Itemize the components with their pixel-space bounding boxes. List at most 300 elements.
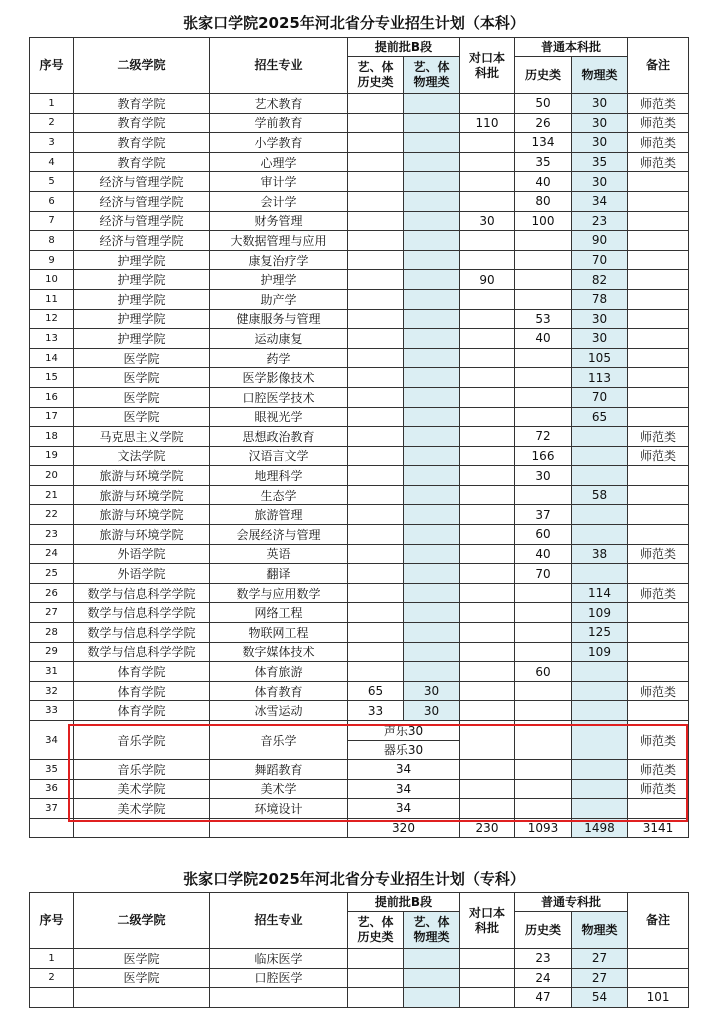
physics-cell: 90 [572, 231, 628, 251]
college-cell: 旅游与环境学院 [74, 466, 210, 486]
physics-cell [572, 427, 628, 447]
seq-cell: 1 [30, 94, 74, 114]
seq-cell: 2 [30, 113, 74, 133]
note-cell [628, 623, 689, 643]
art-physics-cell [404, 348, 460, 368]
history-cell: 72 [515, 427, 572, 447]
table-row [30, 662, 689, 682]
seq-cell: 35 [30, 760, 74, 780]
history-cell: 40 [515, 544, 572, 564]
vocational-cell [460, 191, 515, 211]
note-cell [628, 231, 689, 251]
major-cell: 口腔医学 [210, 968, 348, 988]
art-history-cell [348, 407, 404, 427]
major-cell: 网络工程 [210, 603, 348, 623]
note-cell [628, 949, 689, 969]
seq-cell: 23 [30, 525, 74, 545]
major-cell: 地理科学 [210, 466, 348, 486]
seq-cell: 15 [30, 368, 74, 388]
art-physics-cell [404, 544, 460, 564]
history-cell [515, 485, 572, 505]
seq-cell: 12 [30, 309, 74, 329]
seq-cell [30, 818, 74, 838]
major-cell: 财务管理 [210, 211, 348, 231]
physics-cell [572, 505, 628, 525]
art-physics-cell [404, 446, 460, 466]
history-cell: 35 [515, 152, 572, 172]
college-cell: 美术学院 [74, 799, 210, 819]
note-cell [628, 250, 689, 270]
vocational-cell [460, 544, 515, 564]
physics-cell: 27 [572, 949, 628, 969]
header-seq: 序号 [30, 893, 74, 949]
note-cell [628, 662, 689, 682]
note-cell: 师范类 [628, 760, 689, 780]
vocational-cell [460, 662, 515, 682]
highlight-box [68, 724, 688, 822]
physics-cell: 78 [572, 289, 628, 309]
seq-cell: 19 [30, 446, 74, 466]
header-note: 备注 [628, 893, 689, 949]
art-instrument-cell: 器乐30 [348, 740, 460, 760]
vocational-cell [460, 446, 515, 466]
art-history-cell [348, 623, 404, 643]
art-cell: 34 [348, 779, 460, 799]
table-row [30, 544, 689, 564]
note-cell [628, 270, 689, 290]
table-row [30, 949, 689, 969]
table-row [30, 623, 689, 643]
vocational-cell [460, 94, 515, 114]
table-row [30, 466, 689, 486]
physics-cell: 70 [572, 387, 628, 407]
header-art-history: 艺、体历史类 [348, 57, 404, 94]
college-cell: 旅游与环境学院 [74, 525, 210, 545]
major-cell: 数字媒体技术 [210, 642, 348, 662]
note-cell: 师范类 [628, 427, 689, 447]
seq-cell: 17 [30, 407, 74, 427]
major-cell: 体育教育 [210, 681, 348, 701]
art-history-cell [348, 348, 404, 368]
vocational-cell [460, 250, 515, 270]
major-cell: 心理学 [210, 152, 348, 172]
art-physics-cell [404, 211, 460, 231]
physics-cell [572, 525, 628, 545]
vocational-plan-table [29, 892, 689, 1008]
physics-cell: 30 [572, 309, 628, 329]
college-cell [74, 988, 210, 1008]
total-vocational-cell: 230 [460, 818, 515, 838]
seq-cell: 3 [30, 133, 74, 153]
history-cell [515, 231, 572, 251]
vocational-cell: 110 [460, 113, 515, 133]
vocational-cell [460, 172, 515, 192]
table-row [30, 172, 689, 192]
physics-cell: 82 [572, 270, 628, 290]
table-row [30, 270, 689, 290]
total-physics-cell: 54 [572, 988, 628, 1008]
table-row [30, 387, 689, 407]
vocational-cell [460, 329, 515, 349]
totals-row [30, 988, 689, 1008]
vocational-cell [460, 623, 515, 643]
art-history-cell [348, 505, 404, 525]
seq-cell: 26 [30, 583, 74, 603]
art-history-cell [348, 250, 404, 270]
table-row [30, 309, 689, 329]
seq-cell: 34 [30, 721, 74, 760]
table-row [30, 525, 689, 545]
table-row [30, 329, 689, 349]
major-cell: 思想政治教育 [210, 427, 348, 447]
history-cell [515, 270, 572, 290]
physics-cell: 38 [572, 544, 628, 564]
history-cell [515, 250, 572, 270]
college-cell: 教育学院 [74, 152, 210, 172]
physics-cell [572, 446, 628, 466]
seq-cell: 6 [30, 191, 74, 211]
note-cell [628, 603, 689, 623]
college-cell: 教育学院 [74, 133, 210, 153]
table-row [30, 231, 689, 251]
note-cell: 师范类 [628, 779, 689, 799]
seq-cell: 28 [30, 623, 74, 643]
art-history-cell: 65 [348, 681, 404, 701]
table-row [30, 94, 689, 114]
college-cell: 护理学院 [74, 270, 210, 290]
art-physics-cell [404, 191, 460, 211]
physics-cell: 34 [572, 191, 628, 211]
note-cell [628, 466, 689, 486]
history-cell: 70 [515, 564, 572, 584]
physics-cell [572, 564, 628, 584]
table-row [30, 564, 689, 584]
vocational-cell [460, 968, 515, 988]
college-cell: 护理学院 [74, 329, 210, 349]
history-cell: 40 [515, 172, 572, 192]
vocational-cell [460, 701, 515, 721]
art-physics-cell [404, 309, 460, 329]
major-cell: 环境设计 [210, 799, 348, 819]
seq-cell: 25 [30, 564, 74, 584]
major-cell: 美术学 [210, 779, 348, 799]
seq-cell: 37 [30, 799, 74, 819]
art-history-cell [348, 662, 404, 682]
major-cell [210, 988, 348, 1008]
art-history-cell [348, 152, 404, 172]
header-art-physics: 艺、体物理类 [404, 912, 460, 949]
major-cell: 会展经济与管理 [210, 525, 348, 545]
note-cell [628, 564, 689, 584]
physics-cell: 109 [572, 642, 628, 662]
undergraduate-plan-table [29, 37, 689, 838]
physics-cell: 58 [572, 485, 628, 505]
vocational-cell [460, 368, 515, 388]
header-major: 招生专业 [210, 38, 348, 94]
history-cell [515, 701, 572, 721]
header-regular-batch: 普通本科批 [515, 38, 628, 57]
major-cell: 舞蹈教育 [210, 760, 348, 780]
total-physics-cell: 1498 [572, 818, 628, 838]
art-physics-cell: 30 [404, 681, 460, 701]
table-row [30, 642, 689, 662]
table-row [30, 191, 689, 211]
art-physics-cell [404, 270, 460, 290]
art-physics-cell [404, 525, 460, 545]
table-row [30, 505, 689, 525]
header-art-physics: 艺、体物理类 [404, 57, 460, 94]
art-physics-cell [404, 988, 460, 1008]
college-cell: 医学院 [74, 387, 210, 407]
major-cell: 体育旅游 [210, 662, 348, 682]
major-cell: 汉语言文学 [210, 446, 348, 466]
vocational-cell [460, 231, 515, 251]
college-cell: 数学与信息科学学院 [74, 642, 210, 662]
college-cell: 经济与管理学院 [74, 191, 210, 211]
physics-cell [572, 662, 628, 682]
major-cell: 健康服务与管理 [210, 309, 348, 329]
vocational-cell [460, 152, 515, 172]
art-history-cell [348, 427, 404, 447]
header-note: 备注 [628, 38, 689, 94]
art-history-cell [348, 113, 404, 133]
table-row [30, 681, 689, 701]
art-physics-cell [404, 329, 460, 349]
table-row [30, 133, 689, 153]
table-row [30, 250, 689, 270]
note-cell [628, 368, 689, 388]
seq-cell: 32 [30, 681, 74, 701]
art-physics-cell [404, 250, 460, 270]
art-physics-cell [404, 289, 460, 309]
college-cell: 体育学院 [74, 701, 210, 721]
art-physics-cell [404, 662, 460, 682]
college-cell: 音乐学院 [74, 760, 210, 780]
art-history-cell [348, 466, 404, 486]
art-physics-cell [404, 368, 460, 388]
vocational-cell [460, 466, 515, 486]
major-cell: 康复治疗学 [210, 250, 348, 270]
art-physics-cell [404, 505, 460, 525]
major-cell: 助产学 [210, 289, 348, 309]
physics-cell: 23 [572, 211, 628, 231]
college-cell: 外语学院 [74, 544, 210, 564]
physics-cell: 30 [572, 133, 628, 153]
major-cell: 冰雪运动 [210, 701, 348, 721]
physics-cell: 105 [572, 348, 628, 368]
college-cell: 护理学院 [74, 309, 210, 329]
art-physics-cell [404, 603, 460, 623]
major-cell: 药学 [210, 348, 348, 368]
header-vocational: 对口本科批 [460, 893, 515, 949]
physics-cell: 30 [572, 113, 628, 133]
college-cell: 旅游与环境学院 [74, 505, 210, 525]
header-early-batch: 提前批B段 [348, 893, 460, 912]
college-cell: 教育学院 [74, 94, 210, 114]
vocational-cell [460, 505, 515, 525]
note-cell: 师范类 [628, 113, 689, 133]
vocational-cell [460, 603, 515, 623]
history-cell [515, 348, 572, 368]
art-history-cell [348, 191, 404, 211]
major-cell: 翻译 [210, 564, 348, 584]
art-history-cell [348, 133, 404, 153]
note-cell [628, 172, 689, 192]
art-history-cell [348, 603, 404, 623]
major-cell: 学前教育 [210, 113, 348, 133]
major-cell: 运动康复 [210, 329, 348, 349]
seq-cell: 2 [30, 968, 74, 988]
art-history-cell [348, 544, 404, 564]
college-cell: 外语学院 [74, 564, 210, 584]
note-cell [628, 348, 689, 368]
art-history-cell [348, 270, 404, 290]
college-cell: 马克思主义学院 [74, 427, 210, 447]
note-cell [628, 407, 689, 427]
table-row [30, 603, 689, 623]
physics-cell [572, 681, 628, 701]
college-cell: 音乐学院 [74, 721, 210, 760]
art-history-cell [348, 289, 404, 309]
header-physics: 物理类 [572, 57, 628, 94]
table-row [30, 211, 689, 231]
seq-cell: 22 [30, 505, 74, 525]
art-physics-cell [404, 485, 460, 505]
table2-title: 张家口学院2025年河北省分专业招生计划（专科） [183, 870, 525, 888]
art-physics-cell [404, 231, 460, 251]
grand-total-cell: 3141 [628, 818, 689, 838]
art-physics-cell [404, 968, 460, 988]
history-cell: 100 [515, 211, 572, 231]
seq-cell: 8 [30, 231, 74, 251]
major-cell: 艺术教育 [210, 94, 348, 114]
art-history-cell [348, 329, 404, 349]
physics-cell: 114 [572, 583, 628, 603]
art-physics-cell [404, 466, 460, 486]
vocational-cell [460, 133, 515, 153]
major-cell: 数学与应用数学 [210, 583, 348, 603]
major-cell: 会计学 [210, 191, 348, 211]
vocational-cell [460, 485, 515, 505]
art-history-cell [348, 485, 404, 505]
art-physics-cell [404, 949, 460, 969]
note-cell [628, 309, 689, 329]
note-cell: 师范类 [628, 94, 689, 114]
table-row [30, 968, 689, 988]
major-cell: 临床医学 [210, 949, 348, 969]
college-cell: 医学院 [74, 348, 210, 368]
history-cell: 50 [515, 94, 572, 114]
table1-title: 张家口学院2025年河北省分专业招生计划（本科） [183, 14, 525, 32]
art-history-cell [348, 525, 404, 545]
note-cell [628, 211, 689, 231]
seq-cell: 9 [30, 250, 74, 270]
vocational-cell [460, 988, 515, 1008]
header-history: 历史类 [515, 57, 572, 94]
note-cell: 师范类 [628, 681, 689, 701]
vocational-cell [460, 949, 515, 969]
grand-total-cell: 101 [628, 988, 689, 1008]
major-cell: 英语 [210, 544, 348, 564]
art-history-cell [348, 583, 404, 603]
history-cell: 24 [515, 968, 572, 988]
physics-cell: 125 [572, 623, 628, 643]
header-physics: 物理类 [572, 912, 628, 949]
vocational-cell [460, 583, 515, 603]
note-cell: 师范类 [628, 152, 689, 172]
major-cell: 审计学 [210, 172, 348, 192]
college-cell: 体育学院 [74, 681, 210, 701]
vocational-cell [460, 564, 515, 584]
seq-cell: 29 [30, 642, 74, 662]
college-cell: 经济与管理学院 [74, 172, 210, 192]
college-cell: 医学院 [74, 949, 210, 969]
note-cell [628, 191, 689, 211]
major-cell: 大数据管理与应用 [210, 231, 348, 251]
major-cell: 生态学 [210, 485, 348, 505]
major-cell: 音乐学 [210, 721, 348, 760]
note-cell: 师范类 [628, 583, 689, 603]
table-row [30, 368, 689, 388]
seq-cell: 36 [30, 779, 74, 799]
seq-cell: 11 [30, 289, 74, 309]
physics-cell: 65 [572, 407, 628, 427]
major-cell: 旅游管理 [210, 505, 348, 525]
header-art-history: 艺、体历史类 [348, 912, 404, 949]
header-major: 招生专业 [210, 893, 348, 949]
art-physics-cell [404, 583, 460, 603]
art-cell: 34 [348, 799, 460, 819]
history-cell [515, 407, 572, 427]
history-cell [515, 642, 572, 662]
art-history-cell [348, 564, 404, 584]
seq-cell: 1 [30, 949, 74, 969]
vocational-cell: 90 [460, 270, 515, 290]
header-seq: 序号 [30, 38, 74, 94]
major-cell: 口腔医学技术 [210, 387, 348, 407]
college-cell: 医学院 [74, 968, 210, 988]
major-cell: 物联网工程 [210, 623, 348, 643]
vocational-cell [460, 642, 515, 662]
history-cell: 37 [515, 505, 572, 525]
college-cell: 医学院 [74, 368, 210, 388]
physics-cell [572, 466, 628, 486]
seq-cell: 20 [30, 466, 74, 486]
seq-cell: 18 [30, 427, 74, 447]
physics-cell: 30 [572, 329, 628, 349]
total-history-cell: 47 [515, 988, 572, 1008]
note-cell [628, 968, 689, 988]
vocational-cell [460, 289, 515, 309]
note-cell [628, 289, 689, 309]
physics-cell: 30 [572, 94, 628, 114]
college-cell: 美术学院 [74, 779, 210, 799]
total-history-cell: 1093 [515, 818, 572, 838]
physics-cell: 35 [572, 152, 628, 172]
college-cell: 护理学院 [74, 289, 210, 309]
art-vocal-cell: 声乐30 [348, 721, 460, 741]
table-row [30, 407, 689, 427]
history-cell: 40 [515, 329, 572, 349]
vocational-cell [460, 348, 515, 368]
art-history-cell: 33 [348, 701, 404, 721]
seq-cell: 5 [30, 172, 74, 192]
seq-cell: 16 [30, 387, 74, 407]
table-row [30, 289, 689, 309]
art-physics-cell [404, 623, 460, 643]
header-regular-batch: 普通专科批 [515, 893, 628, 912]
art-physics-cell [404, 407, 460, 427]
